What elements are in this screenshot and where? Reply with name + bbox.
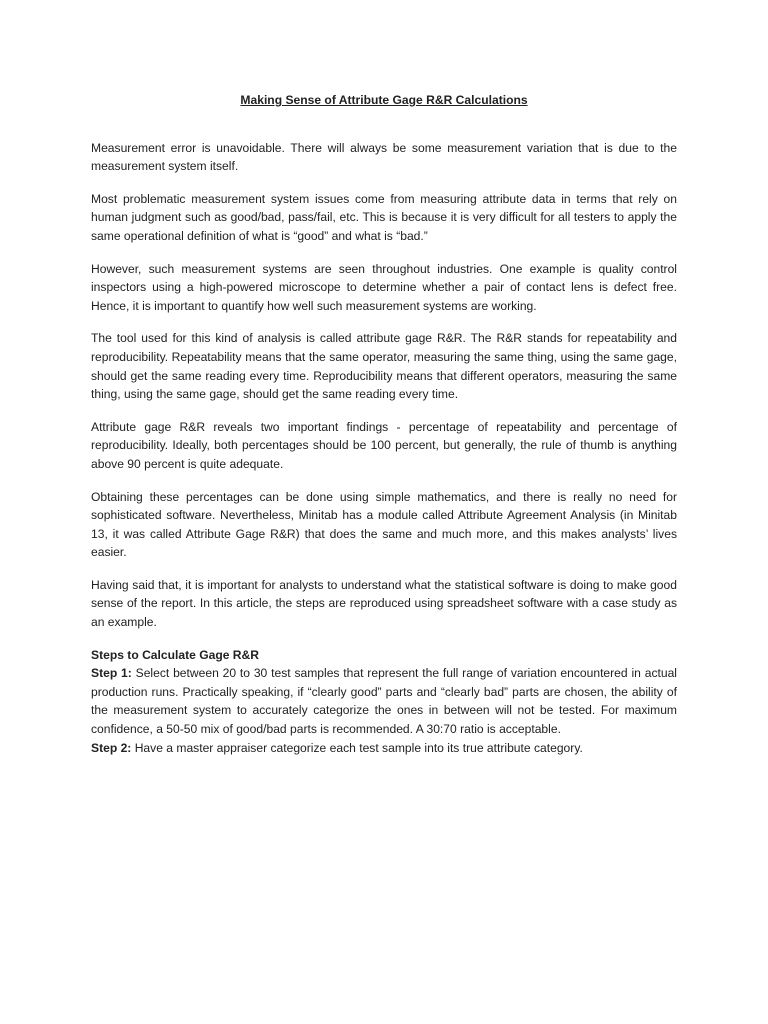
step-1-label: Step 1: (91, 666, 132, 681)
paragraph-minitab: Obtaining these percentages can be done using simple mathematics, and there is really no need for sophisticated software. Nevertheless, Minitab has a module called Attribute Agreement Analysis (in Minitab 13, it was called Attribute Gage R&R) that does the same and much more, and this makes analysts’ lives easier. (91, 489, 677, 560)
step-1-text: Select between 20 to 30 test samples that represent the full range of variation encountered in actual production runs. Practically speaking, if “clearly good” parts and “clearly bad” parts are chosen, the ability of the measurement system to accurately categorize the ones in between will not be tested. For maximum confidence, a 50-50 mix of good/bad parts is recommended. A 30:70 ratio is acceptable. (91, 666, 677, 737)
step-2 (91, 739, 677, 758)
steps-heading: Steps to Calculate Gage R&R (91, 647, 260, 662)
step-1 (91, 664, 677, 738)
paragraph-gage-rr-tool: The tool used for this kind of analysis is called attribute gage R&R. The R&R stands for repeatability and reproducibility. Repeatability means that the same operator, measuring the same thing, using the same gage, should get the same reading every time. Reproducibility means that different operators, measuring the same thing, using the same gage, should get the same reading every time. (91, 331, 677, 402)
paragraph-measurement-error: Measurement error is unavoidable. There will always be some measurement variation that is due to the measurement system itself. (91, 140, 677, 174)
document-title: Making Sense of Attribute Gage R&R Calculations (240, 93, 528, 107)
paragraph-problematic-issues: Most problematic measurement system issues come from measuring attribute data in terms that rely on human judgment such as good/bad, pass/fail, etc. This is because it is very difficult for all testers to apply the same operational definition of what is “good” and what is “bad.” (91, 191, 677, 243)
paragraph-having-said: Having said that, it is important for analysts to understand what the statistical software is doing to make good sense of the report. In this article, the steps are reproduced using spreadsheet software with a case study as an example. (91, 577, 677, 630)
paragraph-findings: Attribute gage R&R reveals two important findings - percentage of repeatability and percentage of reproducibility. Ideally, both percentages should be 100 percent, but generally, the rule of thumb is anything above 90 percent is quite adequate. (91, 419, 677, 471)
step-2-text: Have a master appraiser categorize each test sample into its true attribute category. (131, 740, 583, 755)
paragraph-industries: However, such measurement systems are seen throughout industries. One example is quality control inspectors using a high-powered microscope to determine whether a pair of contact lens is defect free. Hence, it is important to quantify how well such measurement systems are working. (91, 261, 677, 313)
step-2-label: Step 2: (91, 740, 132, 755)
